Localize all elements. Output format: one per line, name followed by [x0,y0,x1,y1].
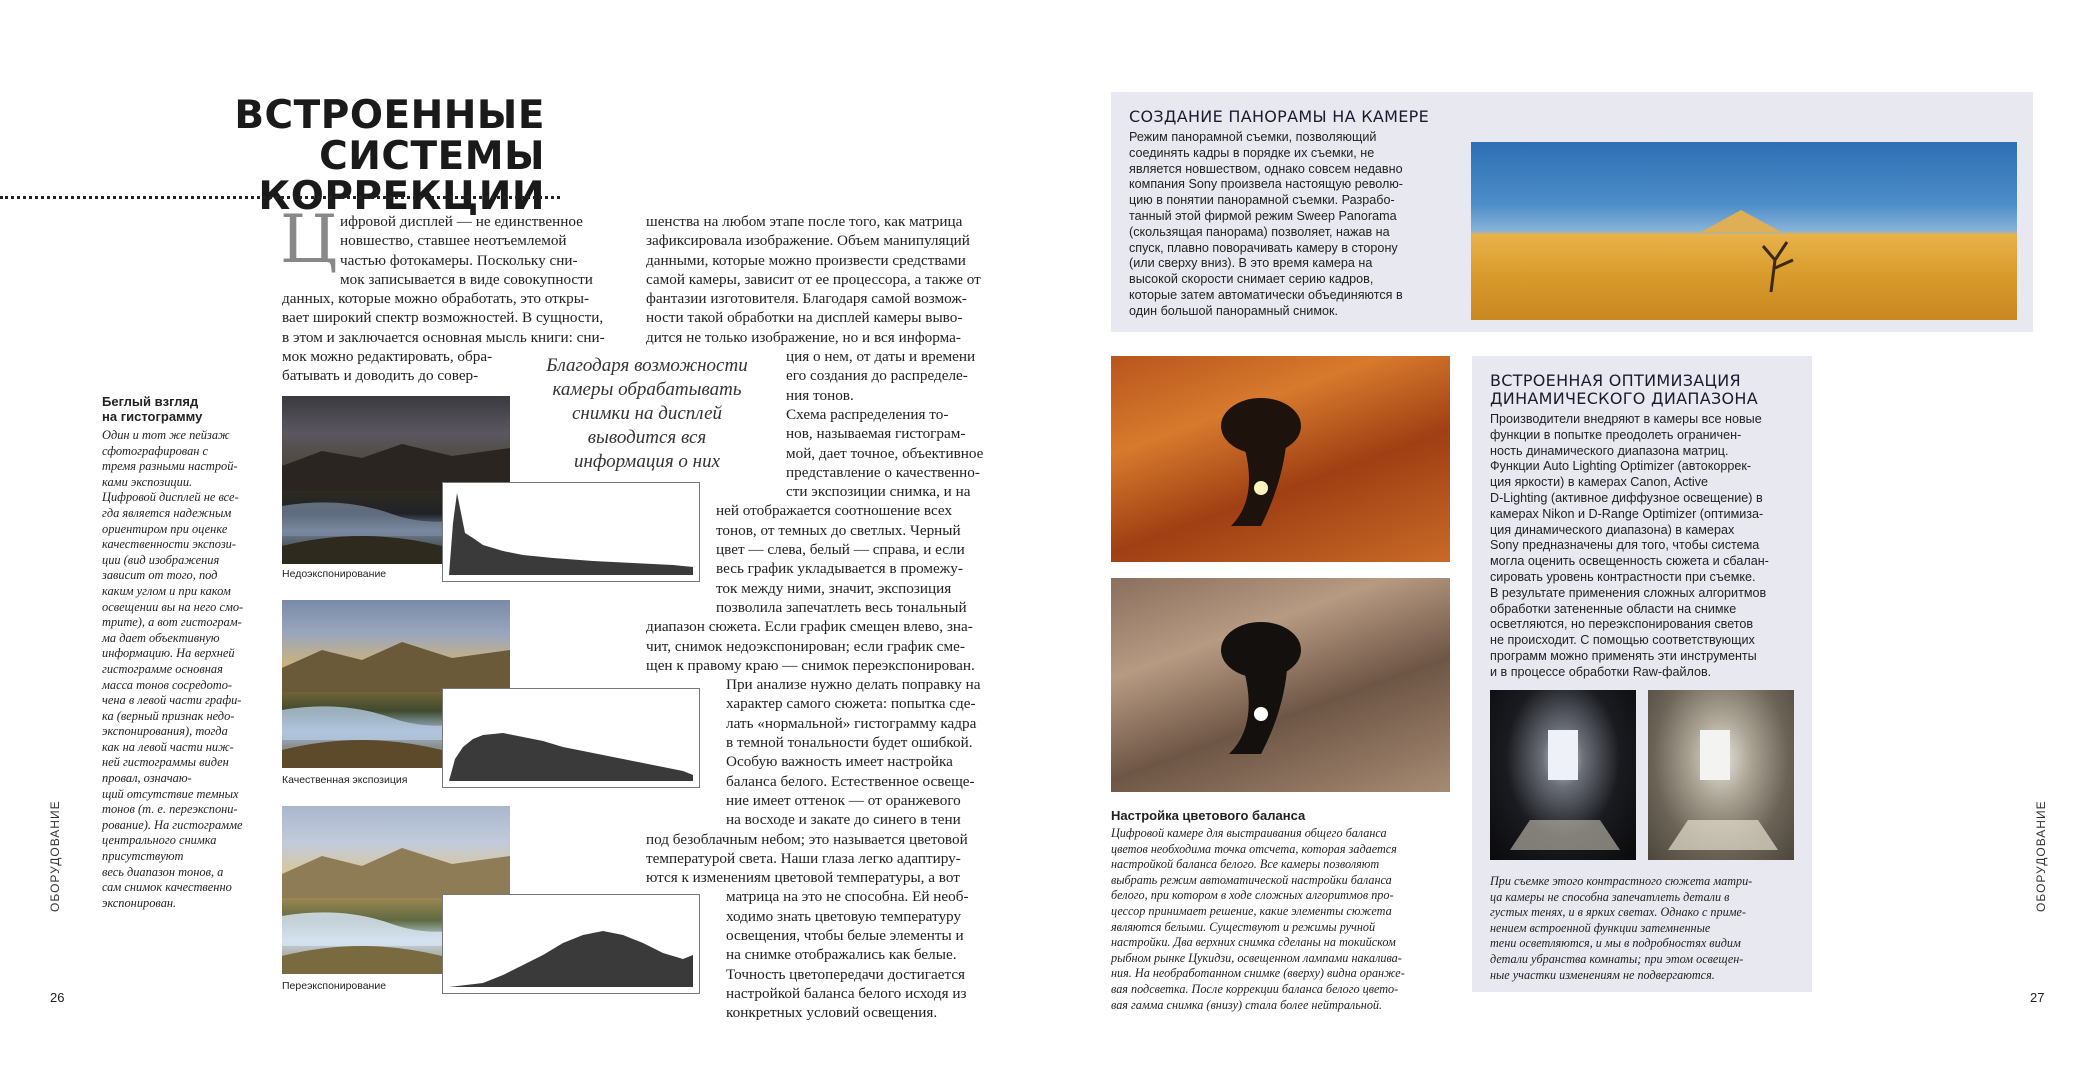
label-underexposed: Недоэкспонирование [282,568,387,580]
dr-caption-line: тени осветляются, и мы в подробностях видим [1490,936,1741,951]
dr-text [1490,412,1802,681]
dr-line: ность динамического диапазона матриц. [1490,443,1729,458]
histogram-overexposed [442,894,700,994]
interior-photo-after [1648,690,1794,860]
body-line: вает широкий спектр возможностей. В сущности, [282,309,604,327]
right-page [1042,0,2084,1080]
market-art [1111,356,1450,562]
histogram-underexposed [442,482,700,582]
wb-caption-line: являются белыми. Существуют и режимы ручной [1111,919,1376,934]
body-line: ифровой дисплей — не единственное [340,213,583,230]
dr-line: D-Lighting (активное диффузное освещение) в [1490,490,1763,505]
panorama-line: танный этой фирмой режим Sweep Panorama [1129,208,1397,223]
dr-heading-line-2: ДИНАМИЧЕСКОГО ДИАПАЗОНА [1490,389,1758,408]
panorama-line: является новшеством, однако совсем недавно [1129,161,1403,176]
title-rule [0,196,560,199]
sidebar-line: гистограмме основная [102,661,223,676]
window-art [1648,690,1794,860]
sidebar-line: Один и тот же пейзаж [102,428,230,442]
panorama-box [1111,92,2033,332]
body-line: мок можно редактировать, обра- [282,348,493,366]
sidebar-line: ка (верный признак недо- [102,708,235,723]
sidebar-line: экспонирован. [102,895,177,910]
wb-caption-line: цветов необходима точка отсчета, которая задается [1111,841,1397,856]
dr-line: сировать уровень контрастности при съемке. [1490,569,1756,584]
window-art [1490,690,1636,860]
panorama-line: высокой скорости снимает серию кадров, [1129,272,1374,287]
dr-caption-text [1490,874,1802,983]
panorama-text [1129,130,1449,320]
sidebar-line: трите), а вот гистограм- [102,615,242,630]
dynamic-range-box [1472,356,1812,992]
body-line: конкретных условий освещения. [726,1004,938,1022]
body-line: Особую важность имеет настройка [726,753,953,771]
wb-caption-text [1111,826,1471,1013]
dr-line: ция яркости) в камерах Canon, Active [1490,475,1708,490]
dr-line: функции в попытке преодолеть ограничен- [1490,427,1742,442]
section-tab-left: ОБОРУДОВАНИЕ [48,800,62,912]
panorama-line: цию в понятии панорамной съемки. Разрабо- [1129,193,1395,208]
dr-caption-line: ца камеры не способна запечатлеть детали в [1490,889,1730,904]
pull-quote-line: камеры обрабатывать [552,379,742,400]
wb-caption-title: Настройка цветового баланса [1111,808,1306,823]
body-line: фантазии изготовителя. Благодаря самой возмож- [646,290,967,308]
body-line: тонов, от темных до светлых. Черный [716,521,961,539]
fish-market-photo-neutral [1111,578,1450,792]
sidebar-line: провал, означаю- [102,771,192,786]
body-line: освещения, чтобы белые элементы и [726,926,964,944]
dr-heading-line-1: ВСТРОЕННАЯ ОПТИМИЗАЦИЯ [1490,371,1741,390]
sidebar-line: качественности экспози- [102,537,236,552]
body-line: ние имеет оттенок — от оранжевого [726,791,961,809]
wb-caption-line: рыбном рынке Цукидзи, освещенном лампами накалива- [1111,950,1402,965]
dr-line: Sony предназначены для того, чтобы система [1490,538,1760,553]
wb-caption-line: вая подсветка. После коррекции баланса белого цвето- [1111,981,1399,996]
body-line: ются к изменениям цветовой температуры, а вот [646,869,960,887]
pull-quote [536,354,758,474]
sidebar-line: Цифровой дисплей не все- [102,490,239,505]
dr-line: камерах Nikon и D-Range Optimizer (оптимиза- [1490,506,1764,521]
body-line: новшество, ставшее неотъемлемой [340,232,567,250]
sidebar-line: гда является надежным [102,505,232,520]
body-line: ности такой обработки на дисплей камеры выво- [646,309,963,327]
panorama-line: (или сверху вниз). В это время камера на [1129,256,1373,271]
dr-heading [1490,372,1758,408]
wb-caption-line: настройки. Два верхних снимка сделаны на токийском [1111,935,1396,950]
sidebar-line: освещении вы на него смо- [102,599,244,614]
sidebar-line: сфотографирован с [102,443,209,458]
sidebar-title-line-2: на гистограмму [102,409,203,424]
sidebar-line: как на левой части ниж- [102,739,234,754]
sidebar-line: весь диапазон тонов, а [102,864,224,879]
desert-panorama-photo [1471,142,2017,320]
body-line: самой камеры, зависит от ее процессора, а также от [646,270,981,288]
panorama-line: (скользящая панорама) позволяет, нажав на [1129,224,1390,239]
dr-caption-line: нением встроенной функции затемненные [1490,920,1711,935]
pull-quote-line: снимки на дисплей [571,403,723,424]
body-line: мой, дает точное, объективное [786,444,984,462]
dr-line: ция динамического диапазона) в камерах [1490,522,1735,537]
body-line: лать «нормальной» гистограмму кадра [726,714,977,732]
market-art [1111,578,1450,792]
body-line: его создания до распределе- [786,367,968,385]
panorama-line: компания Sony произвела настоящую револю- [1129,177,1403,192]
body-line: зафиксировала изображение. Объем манипуляций [646,232,970,250]
body-line: Схема распределения то- [786,405,949,423]
body-line: нов, называемая гистограм- [786,425,966,443]
sidebar-line: информацию. На верхней [102,646,235,661]
sidebar-line: зависит от того, под [102,568,218,583]
dr-caption-line: детали убранства комнаты; при этом освещен- [1490,951,1744,966]
wb-caption-line: цессор принимает решение, какие элементы сюжета [1111,903,1392,918]
body-line: характер самого сюжета: попытка сде- [726,695,976,713]
dr-line: обработки затененные области на снимке [1490,601,1737,616]
sidebar-line: центрального снимка [102,833,217,848]
sidebar-line: масса тонов сосредото- [102,677,233,692]
dr-caption-line: При съемке этого контрастного сюжета матри- [1490,874,1753,888]
body-line: данных, которые можно обработать, это откры- [282,290,590,308]
sidebar-line: ней гистограммы виден [102,755,229,770]
body-line: ходимо знать цветовую температуру [726,907,962,925]
panorama-line: которые затем автоматически объединяются в [1129,287,1403,302]
body-line: шенства на любом этапе после того, как матрица [646,213,963,230]
body-line: ция о нем, от даты и времени [786,348,976,366]
body-line: диапазон сюжета. Если график смещен влево, зна- [646,618,973,636]
panorama-heading: СОЗДАНИЕ ПАНОРАМЫ НА КАМЕРЕ [1129,107,1430,126]
body-line: матрица на это не способна. Ей необ- [726,888,969,906]
body-line: весь график укладывается в промежу- [716,560,963,578]
dr-caption-line: ные участки изменениям не подвергаются. [1490,967,1715,982]
body-line: мок записывается в виде совокупности [340,270,593,288]
body-line: ток между ними, значит, экспозиция [716,579,952,597]
body-line: под безоблачным небом; это называется цветовой [646,830,968,848]
wb-caption-line: ния. На необработанном снимке (вверху) видна оранже- [1111,966,1405,981]
dr-line: не происходит. С помощью соответствующих [1490,633,1755,648]
body-line: на восходе и закате до синего в тени [726,811,961,829]
histogram-correct [442,688,700,788]
body-line: на снимке отображались как белые. [726,946,957,964]
drop-cap: Ц [280,201,338,278]
body-line: ния тонов. [786,386,854,404]
dr-caption-line: густых тенях, и в ярких светах. Однако с приме- [1490,905,1746,920]
sidebar-line: тремя разными настрой- [102,459,238,474]
body-line: сти экспозиции снимка, и на [786,483,971,501]
wb-caption-line: выбрать режим автоматической настройки баланса [1111,872,1392,887]
sidebar-line: ориентиром при оценке [102,521,228,536]
desert-art [1471,142,2017,320]
body-line: позволила запечатлеть весь тональный [716,598,967,616]
dr-line: осветляются, но переэкспонирования светов [1490,617,1754,632]
sidebar-line: каким углом и при каком [102,583,231,598]
pull-quote-line: информация о них [573,451,721,472]
interior-photo-before [1490,690,1636,860]
body-line: настройкой баланса белого исходя из [726,984,967,1002]
sidebar-title [102,394,262,424]
page-number-right: 27 [2030,990,2045,1005]
histogram-graph [443,689,699,787]
sidebar-line: экспонирования), тогда [102,724,228,739]
histogram-graph [443,483,699,581]
panorama-line: соединять кадры в порядке их съемки, не [1129,145,1375,160]
sidebar-line: ма дает объективную [102,630,220,645]
wb-caption-line: белого, при котором в ходе сложных алгоритмов про- [1111,888,1394,903]
sidebar-line: рование). На гистограмме [102,817,243,832]
page-title-line-1: ВСТРОЕННЫЕ [234,93,545,138]
pull-quote-line: выводится вся [587,427,707,448]
body-line: частью фотокамеры. Поскольку сни- [340,251,578,269]
wb-caption-line: Цифровой камере для выстраивания общего баланса [1111,826,1387,840]
body-line: представление о качественно- [786,463,980,481]
dr-line: В результате применения сложных алгоритмов [1490,585,1767,600]
dr-line: Функции Auto Lighting Optimizer (автокоррек- [1490,459,1752,474]
body-line: щен к правому краю — снимок переэкспонирован. [646,656,975,674]
wb-caption-line: вая гамма снимка (внизу) стала более нейтральной. [1111,997,1383,1012]
sidebar-text [102,428,274,911]
page-title-line-2: СИСТЕМЫ КОРРЕКЦИИ [258,134,545,219]
sidebar-line: щий отсутствие темных [102,786,239,801]
pull-quote-line: Благодаря возможности [546,355,748,376]
sidebar-title-line-1: Беглый взгляд [102,394,199,409]
section-tab-right: ОБОРУДОВАНИЕ [2034,800,2048,912]
body-line: дится не только изображение, но и вся информа- [646,328,961,346]
panorama-line: Режим панорамной съемки, позволяющий [1129,130,1377,144]
body-line: в темной тональности будет ошибкой. [726,734,973,752]
sidebar-line: ками экспозиции. [102,474,193,489]
body-line: батывать и доводить до совер- [282,367,479,385]
label-overexposed: Переэкспонирование [282,980,387,992]
body-line: чит, снимок недоэкспонирован; если график сме- [646,637,965,655]
wb-caption-line: настройкой баланса белого. Все камеры позволяют [1111,857,1380,872]
dr-line: программ можно применять эти инструменты [1490,648,1757,663]
body-line: данными, которые можно произвести средствами [646,251,966,269]
histogram-graph [443,895,699,993]
panorama-line: спуск, плавно поворачивать камеру в сторону [1129,240,1398,255]
fish-market-photo-warm [1111,356,1450,562]
body-line: ней отображается соотношение всех [716,502,953,520]
page-number-left: 26 [50,990,65,1005]
panorama-line: один большой панорамный снимок. [1129,303,1339,318]
dr-line: могла оценить освещенность сюжета и сбалан- [1490,554,1769,569]
sidebar-line: тонов (т. е. переэкспони- [102,802,238,817]
body-line: Точность цветопередачи достигается [726,965,966,983]
sidebar-line: присутствуют [102,849,184,864]
body-line: температурой света. Наши глаза легко адаптиру- [646,849,961,867]
body-line: баланса белого. Естественное освеще- [726,772,975,790]
sidebar-line: ции (вид изображения [102,552,220,567]
body-line: цвет — слева, белый — справа, и если [716,541,965,559]
dr-line: Производители внедряют в камеры все новые [1490,412,1762,426]
body-line: При анализе нужно делать поправку на [726,676,981,694]
body-line: в этом и заключается основная мысль книги: сни- [282,328,605,346]
dr-line: и в процессе обработки Raw-файлов. [1490,664,1712,679]
label-correct: Качественная экспозиция [282,774,408,786]
sidebar-line: сам снимок качественно [102,880,232,895]
sidebar-line: чена в левой части графи- [102,693,242,708]
